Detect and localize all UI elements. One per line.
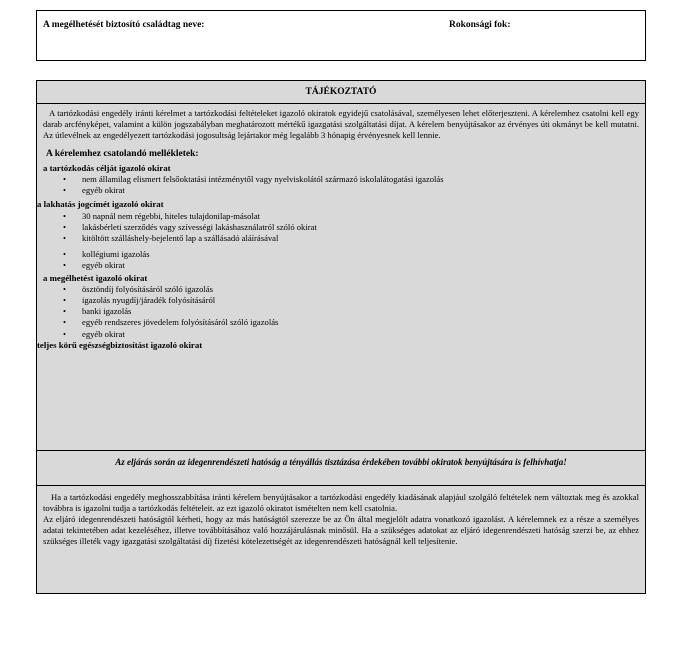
livelihood-list <box>43 284 639 340</box>
data-request-paragraph: Az eljáró idegenrendészeti hatóságtól kérheti, hogy az más hatóságtól szerezze be az Ön által megjelölt adatra vonatkozó igazolást. A kérelemnek ez a része a személyes adatai tekintetében adat kezeléséhez, illetve továbbításához való hozzájárulásnak minősül. Ha a szükséges adatokat az eljáró idegenrendészeti hatóság szerzi be, az ehhez szükséges illeték vagy igazgatási szolgáltatási díj fizetési kötelezettségét az idegenrendészeti hatóságnál kell teljesítenie. <box>43 514 639 546</box>
purpose-list <box>43 174 639 196</box>
section-title: TÁJÉKOZTATÓ <box>37 81 645 104</box>
attachments-heading: A kérelemhez csatolandó mellékletek: <box>46 148 199 159</box>
housing-list <box>43 211 639 245</box>
supporter-info-box <box>36 10 646 61</box>
list-item: • kitöltött szálláshely-bejelentő lap a szállásadó aláírásával <box>82 233 639 244</box>
renewal-paragraph: Ha a tartózkodási engedély meghosszabbítása iránti kérelem benyújtásakor a tartózkodási engedély kiadásának alapjául szolgáló feltételek nem változtak meg és azokkal továbbra is igazolni tudja a tartózkodás feltételeit. az ezt igazoló okiratot ismételten nem kell csatolnia. <box>43 492 639 513</box>
list-item: • 30 napnál nem régebbi, hiteles tulajdonilap-másolat <box>82 211 639 222</box>
list-item: • kollégiumi igazolás <box>82 249 639 260</box>
housing-list-continued <box>43 249 639 271</box>
list-item: • egyéb okirat <box>82 329 639 340</box>
supporter-name-label: A megélhetését biztosító családtag neve: <box>43 20 205 30</box>
category-livelihood: a megélhetést igazoló okirat <box>43 272 148 283</box>
intro-paragraph: A tartózkodási engedély iránti kérelmet a tartózkodási feltételeket igazoló okiratok egyidejű csatolásával, személyesen lehet előterjeszteni. A kérelemhez csatolni kell egy darab arcfényképet, valamint a külön jogszabályban meghatározott mértékű igazgatási szolgáltatási díjat. A kérelem benyújtásakor az érvényes úti okmányt be kell mutatni. Az útlevélnek az engedélyezett tartózkodási jogosultság lejártakor még legalább 3 hónapig érvényesnek kell lennie. <box>43 108 639 141</box>
list-item: • egyéb okirat <box>82 185 639 196</box>
list-item: • nem államilag elismert felsőoktatási intézménytől vagy nyelviskolától származó iskolalátogatási igazolás <box>82 174 639 185</box>
list-item: • egyéb okirat <box>82 260 639 271</box>
information-section <box>36 80 646 594</box>
list-item: • ösztöndíj folyósításáról szóló igazolás <box>82 284 639 295</box>
category-purpose: a tartózkodás célját igazoló okirat <box>43 162 171 173</box>
list-item: • banki igazolás <box>82 306 639 317</box>
relationship-label: Rokonsági fok: <box>449 20 511 30</box>
category-housing: a lakhatás jogcímét igazoló okirat <box>37 199 164 210</box>
closing-text <box>43 492 639 547</box>
list-item: • lakásbérleti szerződés vagy szívességi lakáshasználatról szóló okirat <box>82 222 639 233</box>
list-item: • igazolás nyugdíj/járadék folyósításáról <box>82 295 639 306</box>
notice-box: Az eljárás során az idegenrendészeti hatóság a tényállás tisztázása érdekében további okiratok benyújtására is felhívhatja! <box>37 450 645 486</box>
section-body <box>37 104 645 351</box>
category-insurance: teljes körű egészségbiztosítást igazoló okirat <box>37 339 203 350</box>
list-item: • egyéb rendszeres jövedelem folyósításáról szóló igazolás <box>82 317 639 328</box>
